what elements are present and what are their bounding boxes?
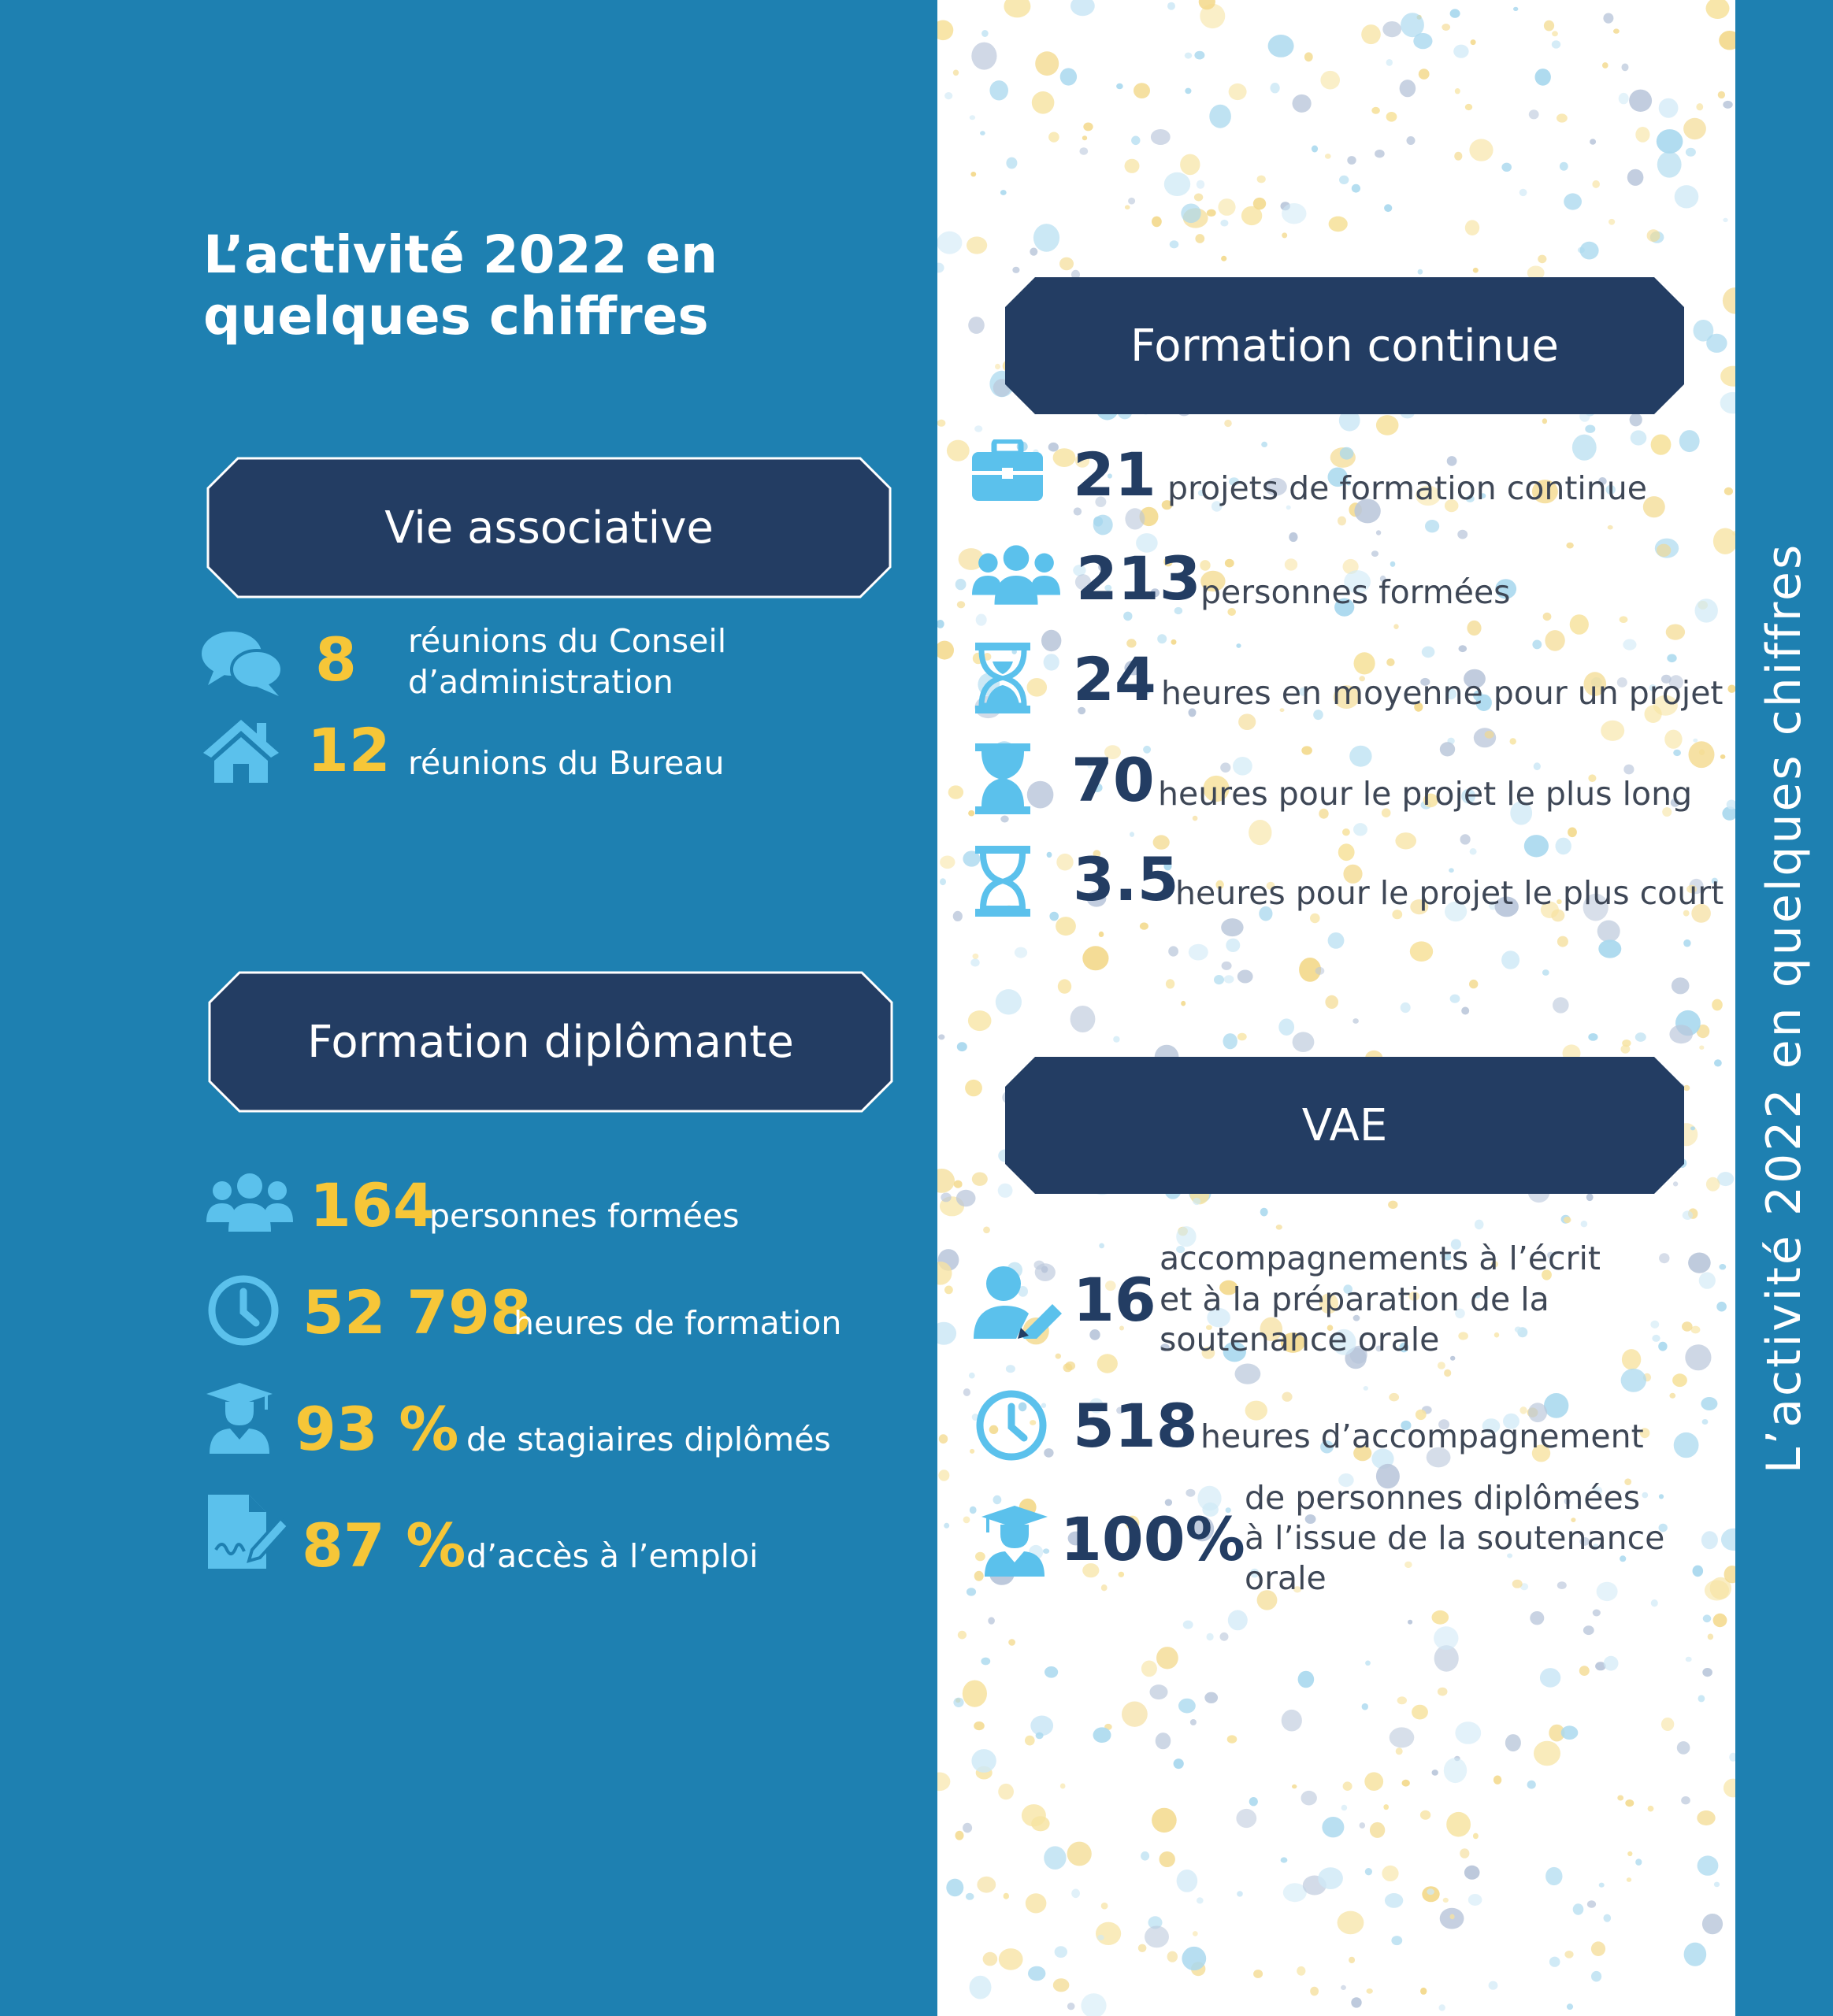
stat-value-personnes-diplomees: 100% bbox=[1060, 1504, 1245, 1574]
stat-value-personnes-formees-diplomante: 164 bbox=[310, 1170, 435, 1240]
document-signature-icon bbox=[208, 1495, 290, 1569]
hourglass-half-icon bbox=[975, 743, 1030, 814]
stat-label-accompagnements-line3: soutenance orale bbox=[1160, 1321, 1440, 1358]
chat-bubbles-icon bbox=[200, 628, 284, 696]
clock-icon bbox=[975, 1389, 1048, 1462]
stat-value-heures-accompagnement: 518 bbox=[1073, 1391, 1198, 1461]
stat-label-projets-formation-continue: projets de formation continue bbox=[1167, 469, 1647, 507]
right-panel bbox=[937, 0, 1735, 2016]
stat-label-heures-formation: heures de formation bbox=[514, 1304, 842, 1342]
stat-value-reunions-conseil: 8 bbox=[315, 624, 357, 695]
user-edit-icon bbox=[974, 1265, 1065, 1339]
formation-diplomante-title: Formation diplômante bbox=[307, 1016, 794, 1068]
hourglass-empty-icon bbox=[975, 846, 1030, 917]
stat-label-personnes-formees-diplomante: personnes formées bbox=[429, 1197, 740, 1235]
vie-associative-title: Vie associative bbox=[384, 502, 714, 554]
page-title-line2: quelques chiffres bbox=[203, 286, 709, 346]
formation-continue-title: Formation continue bbox=[1130, 320, 1559, 372]
home-icon bbox=[202, 718, 280, 783]
users-group-icon bbox=[972, 543, 1060, 605]
stat-value-heures-moyenne: 24 bbox=[1073, 644, 1156, 714]
stat-label-reunions-conseil-line2: d’administration bbox=[408, 663, 673, 701]
stat-value-heures-plus-long: 70 bbox=[1071, 745, 1155, 815]
graduate-icon bbox=[981, 1504, 1048, 1577]
stat-value-accompagnements: 16 bbox=[1073, 1265, 1156, 1335]
stat-label-personnes-diplomees-line3: orale bbox=[1245, 1559, 1327, 1597]
side-vertical-title: L’activité 2022 en quelques chiffres bbox=[1757, 542, 1812, 1474]
stat-value-personnes-formees-continue: 213 bbox=[1076, 543, 1201, 613]
stat-label-reunions-conseil-line1: réunions du Conseil bbox=[408, 622, 727, 660]
stat-label-heures-plus-long: heures pour le projet le plus long bbox=[1158, 775, 1693, 813]
stat-label-accompagnements-line2: et à la préparation de la bbox=[1160, 1280, 1549, 1318]
stat-label-personnes-formees-continue: personnes formées bbox=[1200, 573, 1511, 611]
users-group-icon bbox=[206, 1172, 293, 1232]
clock-icon bbox=[207, 1274, 280, 1347]
stat-value-heures-plus-court: 3.5 bbox=[1073, 844, 1179, 914]
briefcase-icon bbox=[972, 439, 1043, 501]
hourglass-end-icon bbox=[975, 643, 1030, 713]
graduate-icon bbox=[206, 1381, 273, 1454]
stat-value-projets-formation-continue: 21 bbox=[1073, 439, 1156, 510]
stat-label-accompagnements-line1: accompagnements à l’écrit bbox=[1160, 1240, 1601, 1277]
stat-label-heures-accompagnement: heures d’accompagnement bbox=[1200, 1418, 1644, 1455]
vae-title: VAE bbox=[1301, 1099, 1388, 1151]
page-title-line1: L’activité 2022 en bbox=[203, 224, 718, 285]
stat-label-heures-moyenne: heures en moyenne pour un projet bbox=[1161, 674, 1724, 712]
page-title bbox=[203, 224, 718, 347]
stat-label-stagiaires-diplomes: de stagiaires diplômés bbox=[466, 1421, 831, 1458]
stat-label-acces-emploi: d’accès à l’emploi bbox=[466, 1537, 759, 1575]
stat-label-reunions-bureau: réunions du Bureau bbox=[408, 744, 725, 782]
stat-label-personnes-diplomees-line2: à l’issue de la soutenance bbox=[1245, 1519, 1665, 1557]
stat-value-reunions-bureau: 12 bbox=[307, 715, 391, 785]
stat-value-stagiaires-diplomes: 93 % bbox=[295, 1394, 459, 1464]
stat-label-personnes-diplomees-line1: de personnes diplômées bbox=[1245, 1479, 1641, 1517]
stat-value-acces-emploi: 87 % bbox=[302, 1510, 466, 1581]
stat-label-heures-plus-court: heures pour le projet le plus court bbox=[1175, 874, 1724, 912]
stat-value-heures-formation: 52 798 bbox=[302, 1277, 532, 1347]
